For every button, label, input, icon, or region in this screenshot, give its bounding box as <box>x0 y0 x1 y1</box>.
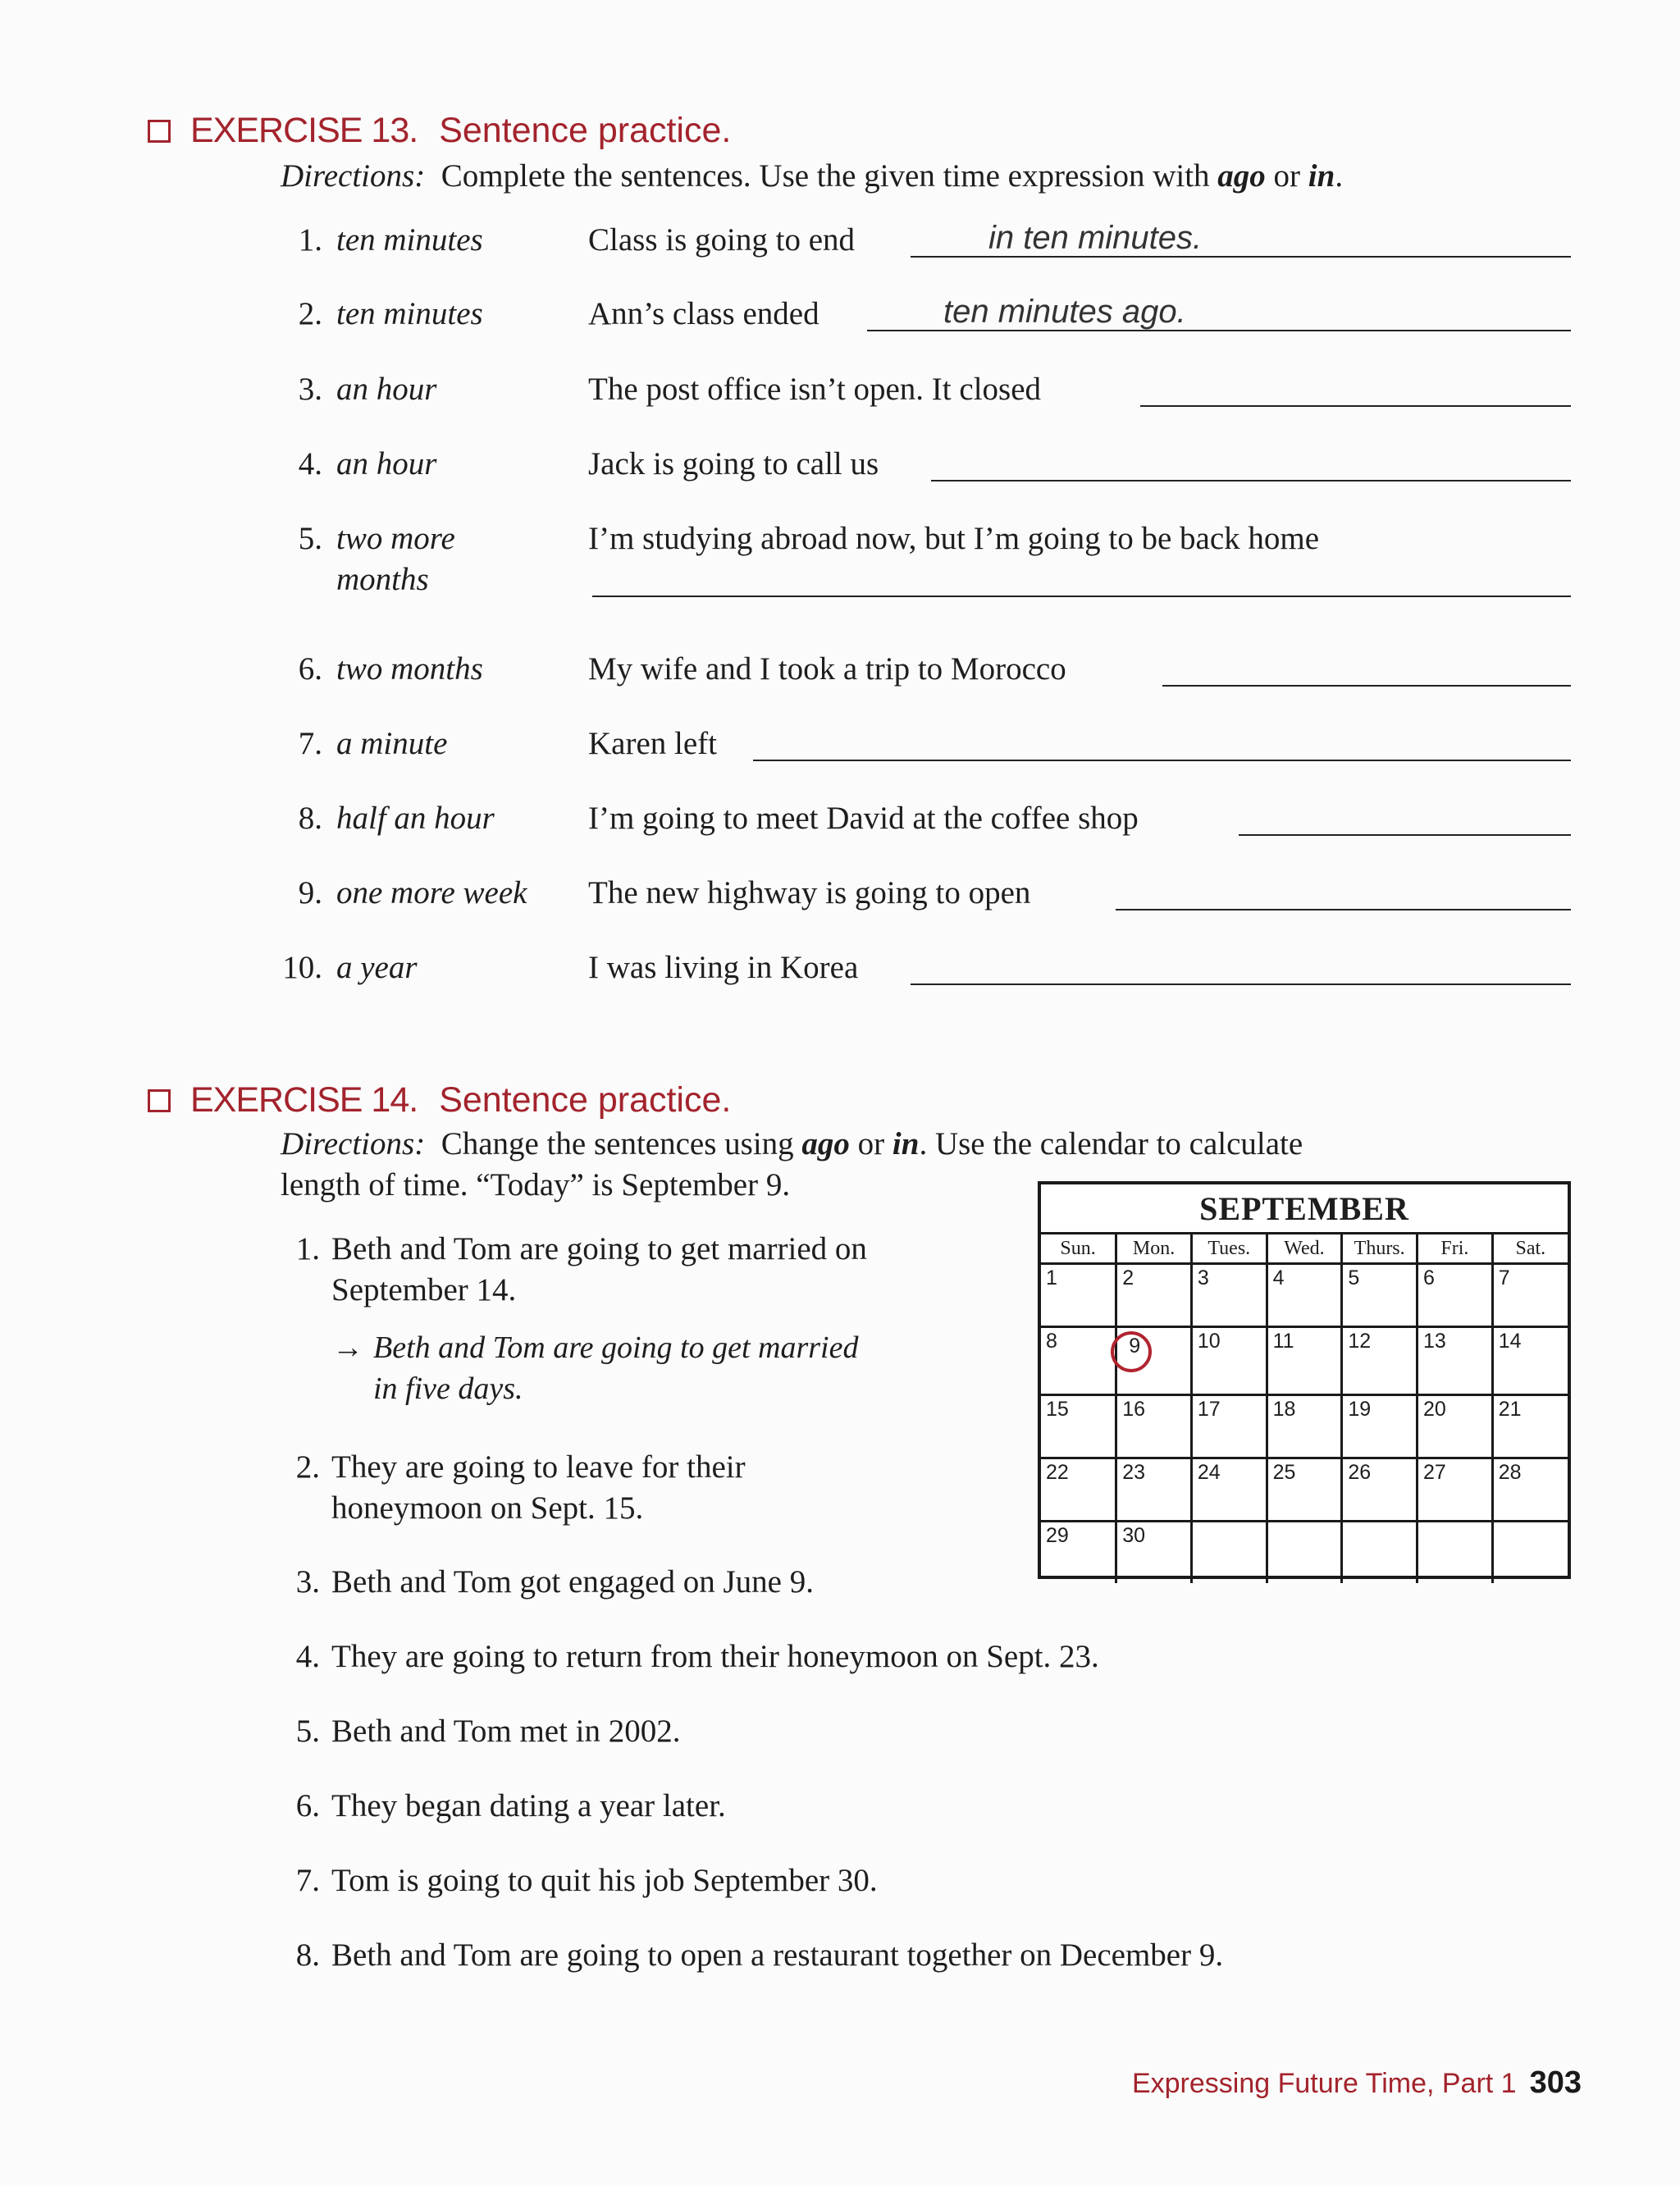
keyword-in: in <box>892 1126 920 1161</box>
item-line-1: Tom is going to quit his job September 30. <box>331 1863 878 1898</box>
calendar-week <box>1041 1522 1568 1584</box>
directions-text: Change the sentences using <box>441 1126 794 1161</box>
time-expression: half an hour <box>336 801 495 836</box>
sentence-text: I was living in Korea <box>588 950 859 985</box>
item-number: 10. <box>282 950 322 985</box>
sentence-text: My wife and I took a trip to Morocco <box>588 651 1066 687</box>
weekday-header: Tues. <box>1191 1234 1267 1264</box>
calendar-day <box>1342 1458 1418 1522</box>
time-expression: ten minutes <box>336 296 483 331</box>
answer-blank[interactable] <box>1140 371 1571 407</box>
answer-blank[interactable] <box>1162 650 1571 687</box>
chapter-title: Expressing Future Time, Part 1 <box>1131 2068 1517 2099</box>
sentence-text: Class is going to end <box>588 222 856 258</box>
answer-blank[interactable] <box>753 725 1571 761</box>
calendar-empty-cell <box>1418 1522 1493 1584</box>
september-calendar <box>1038 1181 1571 1579</box>
today-circle-mark <box>1111 1331 1152 1372</box>
exercise-13-heading <box>148 111 731 151</box>
calendar-week <box>1041 1264 1568 1327</box>
day-number: 12 <box>1348 1330 1372 1353</box>
day-number: 4 <box>1272 1266 1285 1289</box>
item-line-1: They are going to return from their honeymoon on Sept. 23. <box>331 1639 1099 1674</box>
weekday-header: Wed. <box>1267 1234 1342 1264</box>
time-expression: a minute <box>336 726 448 761</box>
item-line-1: Beth and Tom got engaged on June 9. <box>331 1564 814 1600</box>
calendar-day <box>1418 1327 1493 1395</box>
calendar-day <box>1267 1395 1342 1458</box>
exercise-13-title: Sentence practice. <box>439 111 732 150</box>
exercise-13-item <box>0 221 1680 271</box>
checkbox-13[interactable] <box>148 120 171 143</box>
time-expression: an hour <box>336 446 437 481</box>
exercise-14-number: EXERCISE 14. <box>190 1080 418 1120</box>
day-number: 20 <box>1423 1398 1446 1421</box>
item-line-1: Beth and Tom are going to get married on <box>331 1231 867 1266</box>
checkbox-14[interactable] <box>148 1089 171 1112</box>
sentence-text: Karen left <box>588 726 717 761</box>
day-number: 9 <box>1129 1335 1141 1358</box>
calendar-day <box>1116 1458 1192 1522</box>
day-number: 27 <box>1423 1461 1446 1484</box>
day-number: 28 <box>1498 1461 1522 1484</box>
sentence-text: I’m going to meet David at the coffee shop <box>588 801 1139 836</box>
exercise-13-item <box>0 650 1680 700</box>
item-number: 6. <box>298 651 322 687</box>
exercise-13-item <box>0 874 1680 924</box>
exercise-13-directions <box>281 156 1343 197</box>
item-number: 3. <box>298 372 322 407</box>
day-number: 21 <box>1498 1398 1522 1421</box>
item-number: 1. <box>295 1231 320 1266</box>
calendar-grid <box>1041 1234 1568 1583</box>
calendar-day <box>1116 1522 1192 1584</box>
calendar-day <box>1041 1458 1116 1522</box>
day-number: 5 <box>1348 1266 1360 1289</box>
sentence-text: The new highway is going to open <box>588 875 1031 910</box>
calendar-day <box>1267 1458 1342 1522</box>
day-number: 10 <box>1197 1330 1221 1353</box>
item-number: 5. <box>295 1714 320 1749</box>
calendar-day <box>1418 1264 1493 1327</box>
item-number: 5. <box>298 521 322 556</box>
calendar-day <box>1191 1395 1267 1458</box>
item-line-1: They are going to leave for their <box>331 1449 746 1485</box>
calendar-day <box>1342 1395 1418 1458</box>
day-number: 15 <box>1046 1398 1069 1421</box>
day-number: 23 <box>1122 1461 1146 1484</box>
calendar-day <box>1041 1395 1116 1458</box>
weekday-header: Mon. <box>1116 1234 1192 1264</box>
arrow-icon: → <box>332 1330 363 1365</box>
answer-blank[interactable] <box>931 445 1571 481</box>
calendar-day <box>1041 1522 1116 1584</box>
calendar-day <box>1418 1395 1493 1458</box>
keyword-ago: ago <box>1217 158 1266 194</box>
calendar-empty-cell <box>1267 1522 1342 1584</box>
item-number: 6. <box>295 1788 320 1823</box>
day-number: 7 <box>1498 1266 1510 1289</box>
day-number: 24 <box>1197 1461 1221 1484</box>
item-number: 1. <box>298 222 322 258</box>
handwritten-answer: ten minutes ago. <box>943 294 1186 330</box>
day-number: 2 <box>1122 1266 1134 1289</box>
time-expression: two months <box>336 651 483 687</box>
time-expression: one more week <box>336 875 527 910</box>
calendar-day <box>1116 1327 1192 1395</box>
calendar-day <box>1267 1327 1342 1395</box>
weekday-header: Sun. <box>1041 1234 1116 1264</box>
sentence-text: I’m studying abroad now, but I’m going to be back home <box>588 521 1320 556</box>
directions-text-2: . Use the calendar to calculate <box>919 1126 1303 1161</box>
example-answer-2 <box>373 1368 523 1409</box>
calendar-day <box>1492 1458 1568 1522</box>
item-line-1: They began dating a year later. <box>331 1788 726 1823</box>
day-number: 11 <box>1272 1330 1294 1353</box>
sentence-text: Jack is going to call us <box>588 446 879 481</box>
exercise-13-item <box>0 445 1680 495</box>
day-number: 13 <box>1423 1330 1446 1353</box>
calendar-day <box>1492 1395 1568 1458</box>
page-number: 303 <box>1529 2065 1582 2100</box>
calendar-day <box>1492 1327 1568 1395</box>
sentence-text: Ann’s class ended <box>588 296 819 331</box>
item-number: 4. <box>298 446 322 481</box>
day-number: 3 <box>1197 1266 1209 1289</box>
item-number: 7. <box>298 726 322 761</box>
exercise-14-heading <box>148 1080 731 1120</box>
directions-label: Directions: <box>281 1126 426 1161</box>
item-number: 3. <box>295 1564 320 1600</box>
calendar-day <box>1191 1458 1267 1522</box>
exercise-14-title: Sentence practice. <box>439 1080 732 1120</box>
keyword-ago: ago <box>801 1126 850 1161</box>
calendar-month: SEPTEMBER <box>1041 1184 1568 1234</box>
item-number: 7. <box>295 1863 320 1898</box>
calendar-day <box>1191 1327 1267 1395</box>
calendar-day <box>1116 1264 1192 1327</box>
handwritten-answer: in ten minutes. <box>988 220 1203 256</box>
answer-blank[interactable] <box>1239 800 1571 836</box>
time-expression: a year <box>336 950 418 985</box>
item-number: 8. <box>298 801 322 836</box>
example-line-2: in five days. <box>373 1371 523 1406</box>
day-number: 17 <box>1197 1398 1221 1421</box>
calendar-day <box>1342 1327 1418 1395</box>
calendar-day <box>1418 1458 1493 1522</box>
answer-blank[interactable] <box>1116 874 1571 910</box>
day-number: 19 <box>1348 1398 1372 1421</box>
item-line-1: Beth and Tom met in 2002. <box>331 1714 681 1749</box>
calendar-day <box>1191 1264 1267 1327</box>
calendar-day <box>1041 1327 1116 1395</box>
day-number: 26 <box>1348 1461 1372 1484</box>
exercise-13-item <box>0 800 1680 849</box>
directions-label: Directions: <box>281 158 426 194</box>
time-expression: an hour <box>336 372 437 407</box>
exercise-13-item <box>0 520 1680 597</box>
day-number: 16 <box>1122 1398 1146 1421</box>
time-expression: ten minutes <box>336 222 483 258</box>
day-number: 14 <box>1498 1330 1522 1353</box>
weekday-header: Fri. <box>1418 1234 1493 1264</box>
answer-blank[interactable] <box>911 949 1571 985</box>
calendar-day <box>1267 1264 1342 1327</box>
example-line-1: Beth and Tom are going to get married <box>373 1330 859 1365</box>
weekday-header: Sat. <box>1492 1234 1568 1264</box>
item-line-2: honeymoon on Sept. 15. <box>331 1490 644 1526</box>
keyword-in: in <box>1308 158 1335 194</box>
directions-line-2: length of time. “Today” is September 9. <box>281 1167 791 1203</box>
calendar-empty-cell <box>1191 1522 1267 1584</box>
calendar-day <box>1116 1395 1192 1458</box>
calendar-week <box>1041 1395 1568 1458</box>
exercise-13-item <box>0 725 1680 774</box>
calendar-week <box>1041 1327 1568 1395</box>
day-number: 30 <box>1122 1524 1146 1547</box>
calendar-day <box>1492 1264 1568 1327</box>
calendar-week <box>1041 1458 1568 1522</box>
calendar-empty-cell <box>1492 1522 1568 1584</box>
directions-text: Complete the sentences. Use the given time expression with <box>441 158 1210 194</box>
exercise-13-item <box>0 949 1680 998</box>
exercise-13-item <box>0 371 1680 420</box>
day-number: 22 <box>1046 1461 1069 1484</box>
exercise-13-item <box>0 295 1680 345</box>
item-number: 2. <box>295 1449 320 1485</box>
answer-blank[interactable] <box>592 561 1571 597</box>
time-expression: two more <box>336 521 455 556</box>
weekday-header: Thurs. <box>1342 1234 1418 1264</box>
calendar-empty-cell <box>1342 1522 1418 1584</box>
directions-or: or <box>857 1126 885 1161</box>
time-expression-2: months <box>336 562 429 597</box>
item-line-1: Beth and Tom are going to open a restaurant together on December 9. <box>331 1937 1224 1973</box>
item-number: 9. <box>298 875 322 910</box>
day-number: 8 <box>1046 1330 1057 1353</box>
day-number: 6 <box>1423 1266 1435 1289</box>
item-number: 8. <box>295 1937 320 1973</box>
sentence-text: The post office isn’t open. It closed <box>588 372 1042 407</box>
day-number: 1 <box>1046 1266 1057 1289</box>
item-number: 2. <box>298 296 322 331</box>
item-line-2: September 14. <box>331 1272 517 1307</box>
page-footer <box>1132 2065 1582 2101</box>
calendar-day <box>1342 1264 1418 1327</box>
directions-end: . <box>1335 158 1344 194</box>
day-number: 25 <box>1272 1461 1296 1484</box>
day-number: 29 <box>1046 1524 1069 1547</box>
item-number: 4. <box>295 1639 320 1674</box>
directions-or: or <box>1273 158 1301 194</box>
day-number: 18 <box>1272 1398 1296 1421</box>
calendar-day <box>1041 1264 1116 1327</box>
example-answer <box>332 1327 858 1368</box>
exercise-13-number: EXERCISE 13. <box>190 111 418 150</box>
